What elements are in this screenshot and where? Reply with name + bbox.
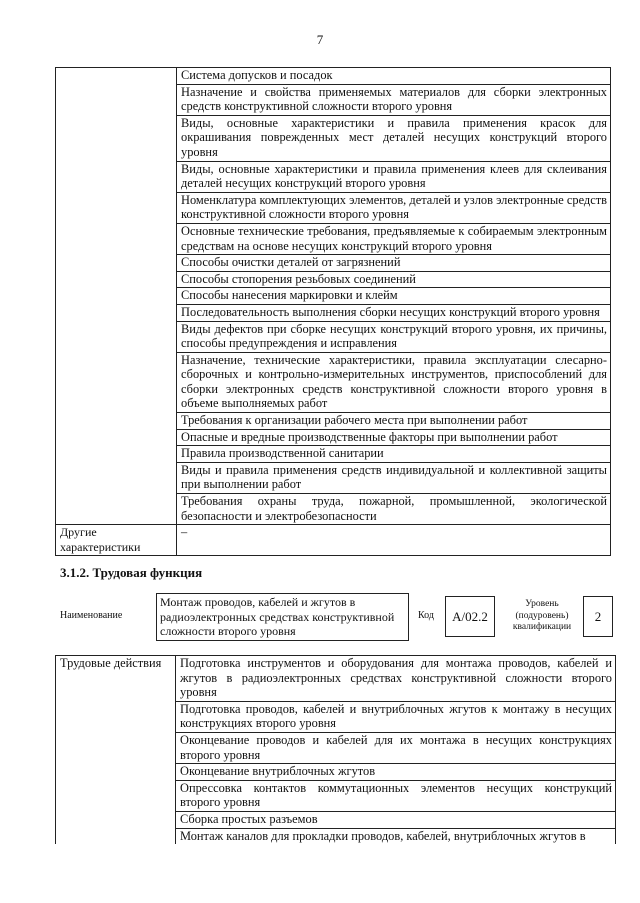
labor-function-header	[55, 593, 615, 643]
knowledge-item: Номенклатура комплектующих элементов, деталей и узлов электронные средств конструктивной сложности второго уровня	[177, 192, 611, 223]
labor-action-item: Монтаж каналов для прокладки проводов, кабелей, внутриблочных жгутов в	[176, 828, 616, 844]
knowledge-item: Виды, основные характеристики и правила применения красок для окрашивания поврежденных мест деталей несущих конструкций второго уровня	[177, 115, 611, 161]
knowledge-item: Виды дефектов при сборке несущих конструкций второго уровня, их причины, способы предупреждения и исправления	[177, 321, 611, 352]
labor-action-item: Оконцевание проводов и кабелей для их монтажа в несущих конструкциях второго уровня	[176, 732, 616, 763]
section-heading: 3.1.2. Трудовая функция	[60, 565, 203, 580]
labor-action-item: Опрессовка контактов коммутационных элементов несущих конструкций второго уровня	[176, 780, 616, 811]
knowledge-label-cell	[56, 68, 177, 525]
knowledge-item: Последовательность выполнения сборки несущих конструкций второго уровня	[177, 304, 611, 321]
labor-actions-label: Трудовые действия	[56, 656, 176, 845]
name-value: Монтаж проводов, кабелей и жгутов в радиоэлектронных средствах конструктивной сложности второго уровня	[156, 593, 409, 641]
knowledge-item: Основные технические требования, предъявляемые к собираемым электронным средствам на основе несущих конструкций второго уровня	[177, 223, 611, 254]
other-characteristics-value: –	[177, 525, 611, 556]
labor-action-item: Сборка простых разъемов	[176, 811, 616, 828]
code-label: Код	[418, 610, 434, 621]
table-row	[56, 656, 616, 702]
knowledge-item: Виды и правила применения средств индивидуальной и коллективной защиты при выполнении работ	[177, 462, 611, 493]
knowledge-table	[55, 67, 611, 556]
knowledge-item: Виды, основные характеристики и правила применения клеев для склеивания деталей несущих конструкций второго уровня	[177, 161, 611, 192]
knowledge-item: Опасные и вредные производственные факторы при выполнении работ	[177, 429, 611, 446]
table-row	[56, 68, 611, 85]
labor-action-item: Подготовка проводов, кабелей и внутриблочных жгутов к монтажу в несущих конструкциях второго уровня	[176, 701, 616, 732]
level-label: Уровень (подуровень) квалификации	[512, 599, 572, 632]
level-value: 2	[583, 596, 613, 637]
page-number: 7	[316, 32, 324, 47]
knowledge-item: Правила производственной санитарии	[177, 446, 611, 463]
name-label: Наименование	[60, 610, 123, 621]
knowledge-item: Способы стопорения резьбовых соединений	[177, 271, 611, 288]
knowledge-item: Назначение, технические характеристики, правила эксплуатации слесарно-сборочных и контрольно-измерительных инструментов, приспособлений для сборки электронных средств конструктивной сложности второго уровня в объеме выполняемых работ	[177, 352, 611, 412]
labor-actions-table	[55, 655, 616, 844]
knowledge-item: Требования охраны труда, пожарной, промышленной, экологической безопасности и электробезопасности	[177, 494, 611, 525]
code-value: А/02.2	[445, 596, 495, 637]
table-row	[56, 525, 611, 556]
knowledge-item: Способы очистки деталей от загрязнений	[177, 255, 611, 272]
knowledge-item: Назначение и свойства применяемых материалов для сборки электронных средств конструктивной сложности второго уровня	[177, 84, 611, 115]
labor-action-item: Оконцевание внутриблочных жгутов	[176, 764, 616, 781]
labor-action-item: Подготовка инструментов и оборудования для монтажа проводов, кабелей и жгутов в радиоэлектронных средствах конструктивной сложности второго уровня	[176, 656, 616, 702]
knowledge-item: Требования к организации рабочего места при выполнении работ	[177, 413, 611, 430]
knowledge-item: Способы нанесения маркировки и клейм	[177, 288, 611, 305]
other-characteristics-label: Другие характеристики	[56, 525, 177, 556]
knowledge-table-body	[56, 68, 611, 556]
knowledge-item: Система допусков и посадок	[177, 68, 611, 85]
